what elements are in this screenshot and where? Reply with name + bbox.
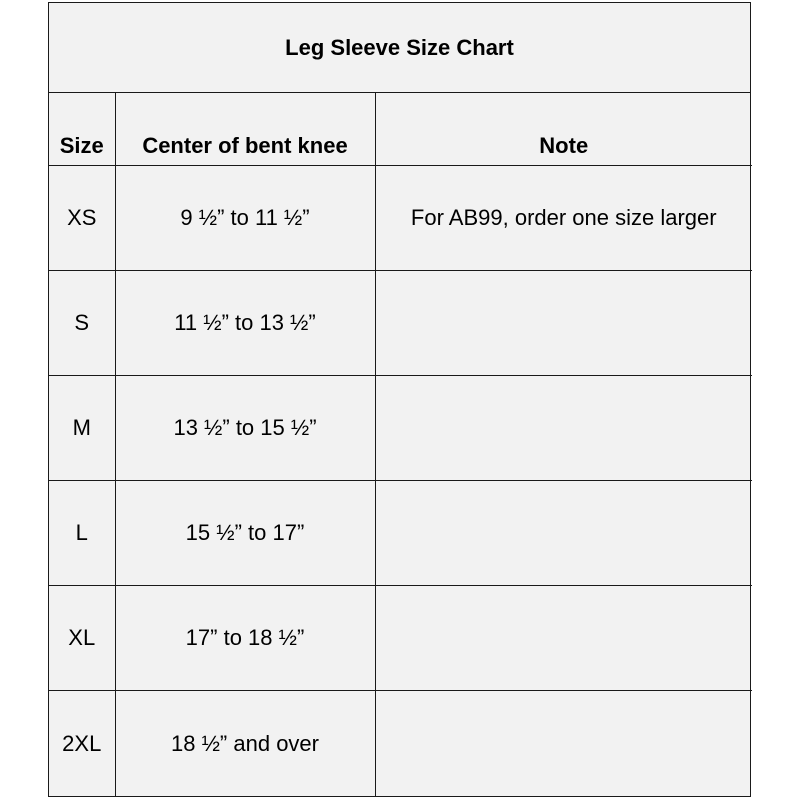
table-row	[49, 270, 752, 375]
note-cell	[375, 691, 752, 796]
table-row	[49, 480, 752, 585]
size-cell: S	[49, 270, 115, 375]
header-size: Size	[49, 93, 115, 165]
note-cell	[375, 270, 752, 375]
measurement-cell: 9 ½” to 11 ½”	[115, 165, 375, 270]
note-cell	[375, 375, 752, 480]
chart-title: Leg Sleeve Size Chart	[49, 3, 750, 93]
size-chart	[48, 2, 751, 797]
size-cell: 2XL	[49, 691, 115, 796]
size-cell: L	[49, 480, 115, 585]
table-row	[49, 586, 752, 691]
note-cell	[375, 586, 752, 691]
measurement-cell: 13 ½” to 15 ½”	[115, 375, 375, 480]
measurement-cell: 18 ½” and over	[115, 691, 375, 796]
table-row	[49, 165, 752, 270]
measurement-cell: 15 ½” to 17”	[115, 480, 375, 585]
measurement-cell: 17” to 18 ½”	[115, 586, 375, 691]
table-row	[49, 691, 752, 796]
table-row	[49, 375, 752, 480]
note-cell	[375, 480, 752, 585]
header-center-of-bent-knee: Center of bent knee	[115, 93, 375, 165]
measurement-cell: 11 ½” to 13 ½”	[115, 270, 375, 375]
header-row	[49, 93, 752, 165]
size-cell: XS	[49, 165, 115, 270]
size-cell: M	[49, 375, 115, 480]
size-cell: XL	[49, 586, 115, 691]
size-table	[49, 93, 752, 796]
header-note: Note	[375, 93, 752, 165]
note-cell: For AB99, order one size larger	[375, 165, 752, 270]
